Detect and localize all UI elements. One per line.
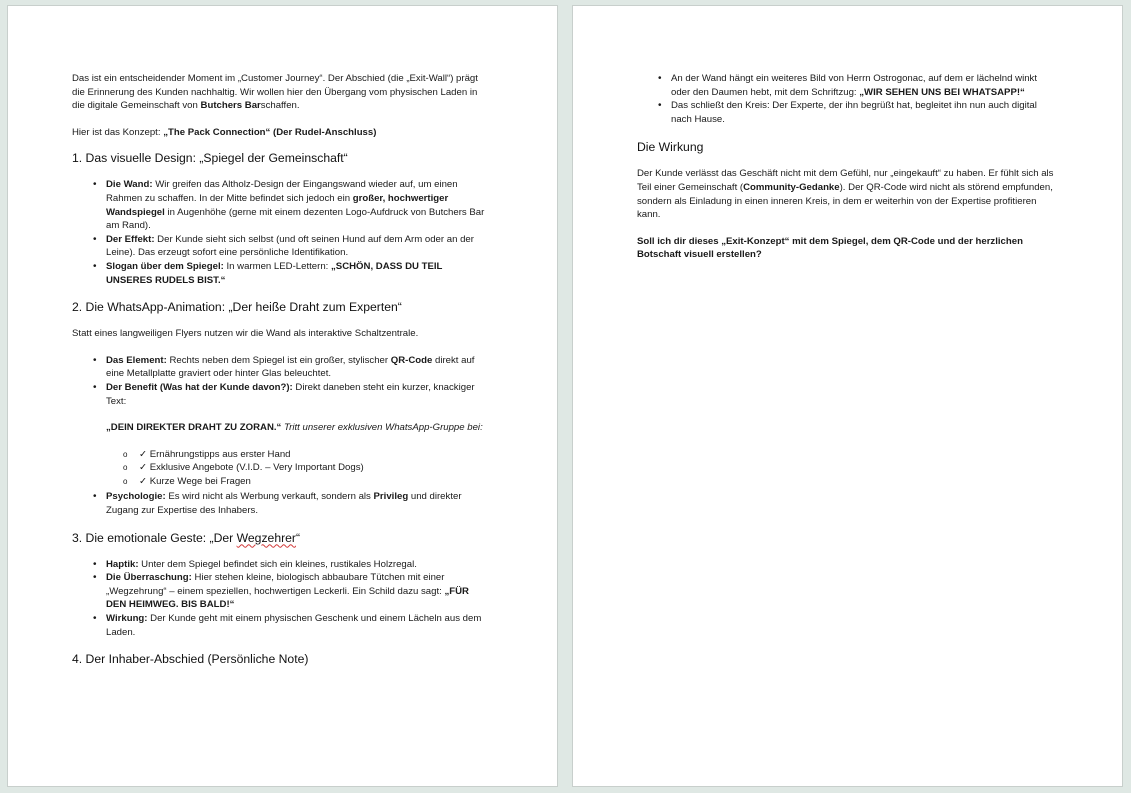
item-label: Der Benefit (Was hat der Kunde davon?): <box>106 381 293 393</box>
para-text: Der Kunde verlässt das Geschäft nicht mit dem Gefühl, nur „eingekauft“ zu haben. Er fühlt sich als Teil einer Gemeinschaft ( <box>637 168 1054 193</box>
para-text: ). Der QR-Code wird nicht als störend empfunden, sondern als Einladung in einen inneren Kreis, in dem er weiterhin von der Expertise profitieren kann. <box>637 181 1053 221</box>
item-quote: „DEIN DIREKTER DRAHT ZU ZORAN.“ <box>106 422 282 434</box>
section-1-list <box>72 178 488 287</box>
concept-name: „The Pack Connection“ (Der Rudel-Anschluss) <box>163 126 377 138</box>
list-item <box>106 381 488 489</box>
item-text: An der Wand hängt ein weiteres Bild von Herrn Ostrogonac, auf dem er lächelnd winkt oder den Daumen hebt, mit dem Schriftzug: <box>671 73 1037 98</box>
list-item <box>106 233 488 260</box>
section-3-heading <box>72 530 488 546</box>
spellcheck-word[interactable]: Wegzehrer <box>236 530 296 545</box>
question-text: Soll ich dir dieses „Exit-Konzept“ mit dem Spiegel, dem QR-Code und der herzlichen Botschaft visuell erstellen? <box>637 235 1023 261</box>
item-label: Wirkung: <box>106 613 148 625</box>
line-gap <box>106 408 488 421</box>
section-4-heading: 4. Der Inhaber-Abschied (Persönliche Note) <box>72 652 309 667</box>
item-text: Hier stehen kleine, biologisch abbaubare Tütchen mit einer „Wegzehrung“ – einem speziellen, hochwertigen Leckerli. Ein Schild dazu sagt: <box>106 572 445 597</box>
item-text: und direkter Zugang zur Expertise des Inhabers. <box>106 491 462 517</box>
item-text: Unter dem Spiegel befindet sich ein kleines, rustikales Holzregal. <box>138 558 417 570</box>
item-text: Direkt daneben steht ein kurzer, knackiger Text: <box>106 381 475 407</box>
heading-part: “ <box>296 530 301 545</box>
item-text: Der Kunde geht mit einem physischen Geschenk und einem Lächeln aus dem Laden. <box>106 613 482 638</box>
item-text: Rechts neben dem Spiegel ist ein großer, stylischer <box>166 354 391 366</box>
section-2-heading: 2. Die WhatsApp-Animation: „Der heiße Draht zum Experten“ <box>72 300 402 315</box>
list-item <box>106 558 488 572</box>
benefit-sublist <box>106 448 488 489</box>
intro-paragraph <box>72 72 488 113</box>
item-label: Die Wand: <box>106 179 153 191</box>
sublist-item: o ✓ Ernährungstipps aus erster Hand <box>139 448 488 462</box>
item-text: Wir greifen das Altholz-Design der Eingangswand wieder auf, um einen Rahmen zu schaffen. In der Mitte befindet sich jedoch ein <box>106 179 458 204</box>
concept-paragraph <box>72 126 488 140</box>
document-page-2 <box>572 5 1123 787</box>
page-1-content <box>72 72 488 679</box>
item-bold: „FÜR DEN HEIMWEG. BIS BALD!“ <box>106 585 469 611</box>
item-text: Das schließt den Kreis: Der Experte, der ihn begrüßt hat, begleitet ihn nun auch digital nach Hause. <box>671 100 1037 125</box>
item-text: In warmen LED-Lettern: <box>223 260 331 272</box>
list-item <box>106 612 488 639</box>
wirkung-heading: Die Wirkung <box>637 140 704 155</box>
item-text: Der Kunde sieht sich selbst (und oft seinen Hund auf dem Arm oder an der Leine). Das erzeugt sofort eine persönliche Identifikation. <box>106 233 474 259</box>
item-label: Die Überraschung: <box>106 572 192 584</box>
page-2-content <box>637 72 1055 275</box>
section-2-intro: Statt eines langweiligen Flyers nutzen wir die Wand als interaktive Schaltzentrale. <box>72 328 419 340</box>
wirkung-paragraph <box>637 167 1055 221</box>
item-text: Es wird nicht als Werbung verkauft, sondern als <box>165 491 374 503</box>
item-bold: „WIR SEHEN UNS BEI WHATSAPP!“ <box>859 86 1025 98</box>
list-item <box>106 354 488 381</box>
item-text: direkt auf eine Metallplatte graviert oder hinter Glas beleuchtet. <box>106 354 475 380</box>
heading-part: 3. Die emotionale Geste: „Der <box>72 530 237 545</box>
item-label: Slogan über dem Spiegel: <box>106 260 224 272</box>
item-bold: QR-Code <box>390 354 433 366</box>
item-quote-italic: Tritt unserer exklusiven WhatsApp-Gruppe bei: <box>281 422 483 434</box>
item-text: in Augenhöhe (gerne mit einem dezenten Logo-Aufdruck von Butchers Bar am Rand). <box>106 206 485 232</box>
item-bold: großer, hochwertiger Wandspiegel <box>106 192 449 218</box>
item-label: Das Element: <box>106 354 167 366</box>
para-bold: Community-Gedanke <box>743 181 840 193</box>
list-item <box>106 490 488 517</box>
list-item <box>671 99 1055 126</box>
item-label: Der Effekt: <box>106 233 155 245</box>
section-2-list <box>72 354 488 518</box>
concept-label: Hier ist das Konzept: <box>72 126 164 138</box>
section-1-heading: 1. Das visuelle Design: „Spiegel der Gemeinschaft“ <box>72 151 348 166</box>
document-page-1 <box>7 5 558 787</box>
closing-question <box>637 235 1055 262</box>
intro-text-end: schaffen. <box>260 100 300 112</box>
list-item <box>106 260 488 287</box>
list-item <box>106 571 488 612</box>
item-bold: „SCHÖN, DASS DU TEIL UNSERES RUDELS BIST.“ <box>106 260 443 286</box>
section-3-list <box>72 558 488 640</box>
list-item <box>671 72 1055 99</box>
intro-text: Das ist ein entscheidender Moment im „Customer Journey“. Der Abschied (die „Exit-Wall“) prägt die Erinnerung des Kunden nachhaltig. Wir wollen hier den Übergang vom physischen Laden in die digitale Gemeinschaft von <box>72 73 478 112</box>
intro-brand: Butchers Bar <box>200 100 261 112</box>
item-label: Psychologie: <box>106 491 166 503</box>
continued-list <box>637 72 1055 126</box>
item-label: Haptik: <box>106 558 139 570</box>
list-item <box>106 178 488 232</box>
sublist-item: o ✓ Kurze Wege bei Fragen <box>139 475 488 489</box>
sublist-item: o ✓ Exklusive Angebote (V.I.D. – Very Important Dogs) <box>139 461 488 475</box>
item-bold: Privileg <box>373 491 409 503</box>
